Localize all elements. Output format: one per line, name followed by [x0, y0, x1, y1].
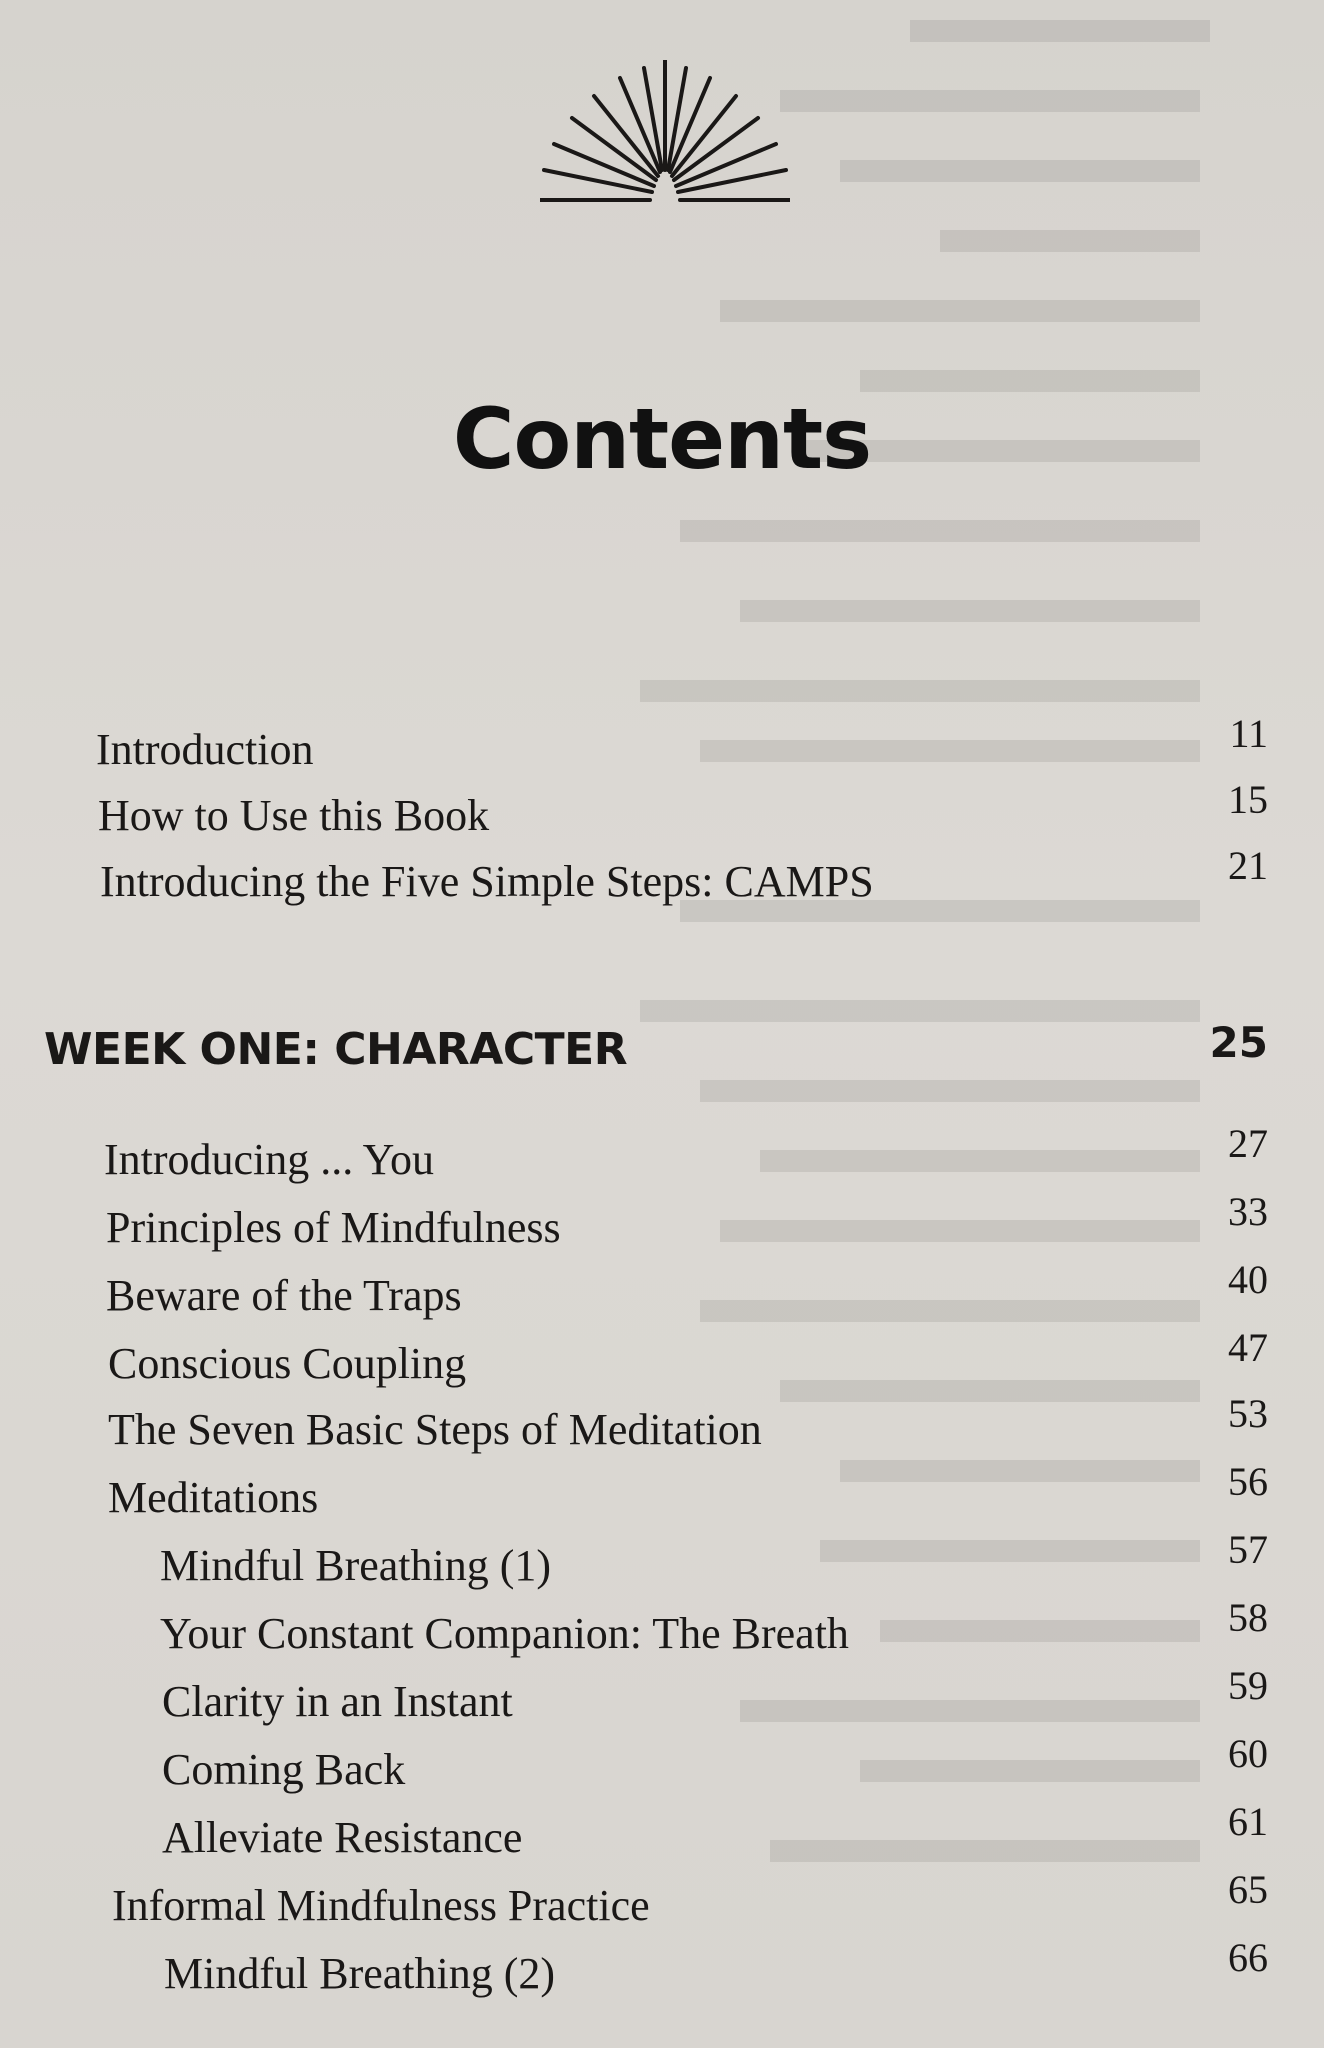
- toc-entry-page: 65: [1228, 1867, 1268, 1912]
- toc-entry-title: Meditations: [108, 1473, 319, 1522]
- toc-subentry: [0, 1663, 1324, 1736]
- toc-entry-title: The Seven Basic Steps of Meditation: [108, 1405, 762, 1454]
- toc-entry: [0, 1459, 1324, 1532]
- toc-entry: [0, 1121, 1324, 1194]
- toc-entry-page: 15: [1228, 777, 1268, 822]
- toc-entry-page: 58: [1228, 1595, 1268, 1640]
- toc-entry-page: 47: [1228, 1325, 1268, 1370]
- toc-entry-title: How to Use this Book: [98, 791, 490, 840]
- toc-entry: [0, 1257, 1324, 1330]
- toc-entry: [0, 777, 1324, 850]
- toc-entry-page: 33: [1228, 1189, 1268, 1234]
- toc-entry-title: Informal Mindfulness Practice: [112, 1881, 650, 1930]
- toc-entry-title: Principles of Mindfulness: [106, 1203, 561, 1252]
- toc-entry-page: 66: [1228, 1935, 1268, 1980]
- toc-entry-page: 61: [1228, 1799, 1268, 1844]
- toc-entry: [0, 711, 1324, 784]
- toc-entry-page: 53: [1228, 1391, 1268, 1436]
- toc-entry-page: 21: [1228, 843, 1268, 888]
- toc-subentry: [0, 1595, 1324, 1668]
- toc-entry: [0, 1867, 1324, 1940]
- toc-entry-page: 11: [1229, 711, 1268, 756]
- toc-entry: [0, 843, 1324, 916]
- toc-entry: [0, 1325, 1324, 1398]
- toc-entry: [0, 1189, 1324, 1262]
- sunburst-icon: [540, 60, 790, 210]
- section-title: WEEK ONE: CHARACTER: [44, 1024, 628, 1075]
- toc-entry-page: 57: [1228, 1527, 1268, 1572]
- toc-entry-title: Alleviate Resistance: [162, 1813, 523, 1862]
- toc-entry-title: Coming Back: [162, 1745, 406, 1794]
- toc-entry-page: 59: [1228, 1663, 1268, 1708]
- toc-subentry: [0, 1731, 1324, 1804]
- toc-entry-title: Mindful Breathing (1): [160, 1541, 552, 1590]
- toc-entry-title: Clarity in an Instant: [162, 1677, 513, 1726]
- toc-entry-title: Beware of the Traps: [106, 1271, 462, 1320]
- toc-entry-title: Introduction: [96, 725, 314, 774]
- toc-entry-page: 56: [1228, 1459, 1268, 1504]
- toc-subentry: [0, 1935, 1324, 2008]
- toc-entry-title: Conscious Coupling: [108, 1339, 467, 1388]
- toc-entry-title: Introducing the Five Simple Steps: CAMPS: [100, 857, 874, 906]
- section-page: 25: [1209, 1018, 1268, 1067]
- toc-entry-title: Introducing ... You: [104, 1135, 435, 1184]
- toc-entry-title: Mindful Breathing (2): [164, 1949, 556, 1998]
- toc-entry: [0, 1391, 1324, 1464]
- toc-entry-title: Your Constant Companion: The Breath: [160, 1609, 849, 1658]
- page-title: Contents: [452, 390, 872, 488]
- toc-subentry: [0, 1527, 1324, 1600]
- toc-entry-page: 60: [1228, 1731, 1268, 1776]
- toc-subentry: [0, 1799, 1324, 1872]
- toc-entry-page: 40: [1228, 1257, 1268, 1302]
- toc-entry-page: 27: [1228, 1121, 1268, 1166]
- toc-section-heading: [0, 1018, 1324, 1084]
